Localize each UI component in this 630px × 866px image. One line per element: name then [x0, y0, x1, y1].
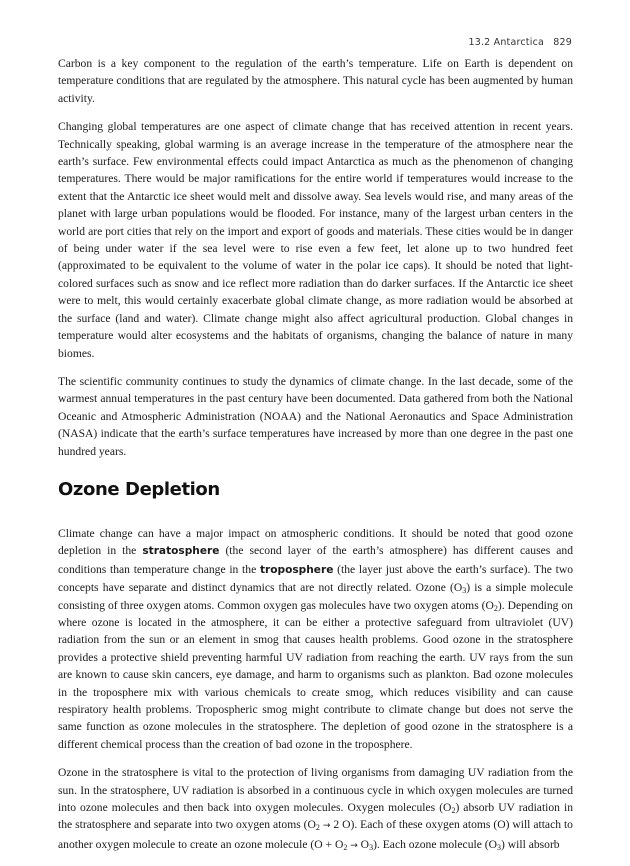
subscript: 2 — [315, 823, 320, 833]
page-number: 829 — [553, 37, 572, 48]
section-heading: Ozone Depletion — [58, 478, 220, 500]
paragraph-ozone-stratosphere: Ozone in the stratosphere is vital to the protection of living organisms from damaging UV radiation from the sun. In the stratosphere, UV radiation is absorbed in a continuous cycle in which oxygen molecules are turned into ozone molecules and then back into oxygen molecules. Oxygen molecules $(O_2)$ absorb UV radiation in the stratosphere and separate into two oxygen atoms ($O_2 \to 2$ O). Each of these oxygen atoms (O) will attach to another oxygen molecule to create an ozone molecule $(O + O_2 \to O_3)$. Each ozone molecule $(O_3)$ will absorb — [58, 766, 574, 852]
subscript: 3 — [462, 586, 467, 596]
text-run: (the layer just above the earth’s surface). The two concepts have separate and distinct dynamics that are not directly related. Ozone (O — [58, 562, 573, 595]
text-run: ) absorb UV radiation in the stratosphere and separate into two oxygen atoms (O — [58, 801, 574, 832]
text-run: ). Depending on where ozone is located in the atmosphere, it can be either a protective safeguard from ultraviolet (UV) radiation from the sun or an element in smog that causes health problems. Good ozone in the stratosphere provides a protective shield preventing harmful UV radiation from reaching the earth. UV rays from the sun are known to cause skin cancers, eye damage, and harm to organisms such as plankton. Bad ozone molecules in the troposphere mix with various chemicals to create smog, which reduces visibility and can cause respiratory health problems. Tropospheric smog might contribute to climate change but does not serve the same function as ozone molecules in the stratosphere. The depletion of good ozone in the stratosphere is a different chemical process than the creation of bad ozone in the troposphere. — [58, 598, 573, 751]
keyword-troposphere: troposphere — [259, 563, 334, 576]
subscript: 2 — [451, 806, 456, 816]
subscript: 2 — [343, 842, 348, 852]
paragraph-carbon: Carbon is a key component to the regulation of the earth’s temperature. Life on Earth is dependent on temperature conditions that are regulated by the atmosphere. This natural cycle has been augmented by human activity. — [58, 57, 573, 105]
running-header — [468, 37, 572, 48]
paragraph-scientific-community: The scientific community continues to study the dynamics of climate change. In the last decade, some of the warmest annual temperatures in the past century have been documented. Data gathered from both the National Oceanic and Atmospheric Administration (NOAA) and the National Aeronautics and Space Administration (NASA) indicate that the earth’s surface temperatures have increased by more than one degree in the past one hundred years. — [58, 374, 573, 458]
text-run: 2 O). Each of these oxygen atoms (O) will attach to another oxygen molecule to create an ozone molecule (O + O — [58, 818, 573, 851]
text-run: (the second layer of the earth’s atmosphere) has different causes and conditions than temperature change in the — [58, 544, 573, 576]
body-text — [58, 55, 573, 866]
subscript: 3 — [497, 842, 501, 852]
subscript: 2 — [493, 603, 498, 613]
text-run: Ozone in the stratosphere is vital to the protection of living organisms from damaging UV radiation from the sun. In the stratosphere, UV radiation is absorbed in a continuous cycle in which oxygen molecules are turned into ozone molecules and then back into oxygen molecules. Oxygen molecules (O — [58, 766, 573, 815]
paragraph-global-temperatures: Changing global temperatures are one aspect of climate change that has received attention in recent years. Technically speaking, global warming is an average increase in the temperature of the atmosphere near the earth’s surface. Few environmental effects could impact Antarctica as much as the phenomenon of changing temperatures. There would be major ramifications for the entire world if temperatures would increase to the extent that the Antarctic ice sheet would melt and dissolve away. Sea levels would rise, and many areas of the planet with large urban populations would be flooded. For instance, many of the largest urban centers in the world are port cities that rely on the import and export of goods and materials. These cities would be in danger of being under water if the sea level were to rise even a few feet, let alone up to two hundred feet (approximated to be equivalent to the volume of water in the polar ice caps). It should be noted that light-colored surfaces such as snow and ice reflect more radiation than do darker surfaces. If the Antarctic ice sheet were to melt, this would certainly exacerbate global climate change, as more radiation would be absorbed at the surface (land and water). Climate change might also affect agricultural production. Global changes in temperature would alter ecosystems and the habitats of organisms, changing the balance of nature in many biomes. — [58, 120, 573, 360]
text-run: ). Each ozone molecule (O — [373, 837, 497, 851]
text-run: ) is a simple molecule consisting of three oxygen atoms. Common oxygen gas molecules have two oxygen atoms (O — [58, 581, 574, 612]
reaction-arrow: → — [322, 821, 331, 832]
keyword-stratosphere: stratosphere — [142, 545, 220, 558]
text-run: Climate change can have a major impact on atmospheric conditions. It should be noted that good ozone depletion in the — [58, 526, 573, 558]
section-title: 13.2 Antarctica — [468, 37, 545, 48]
paragraph-atmospheric-conditions — [58, 525, 573, 753]
subscript: 3 — [369, 842, 374, 852]
reaction-arrow: → — [350, 840, 358, 851]
text-run: ) will absorb — [501, 837, 560, 851]
